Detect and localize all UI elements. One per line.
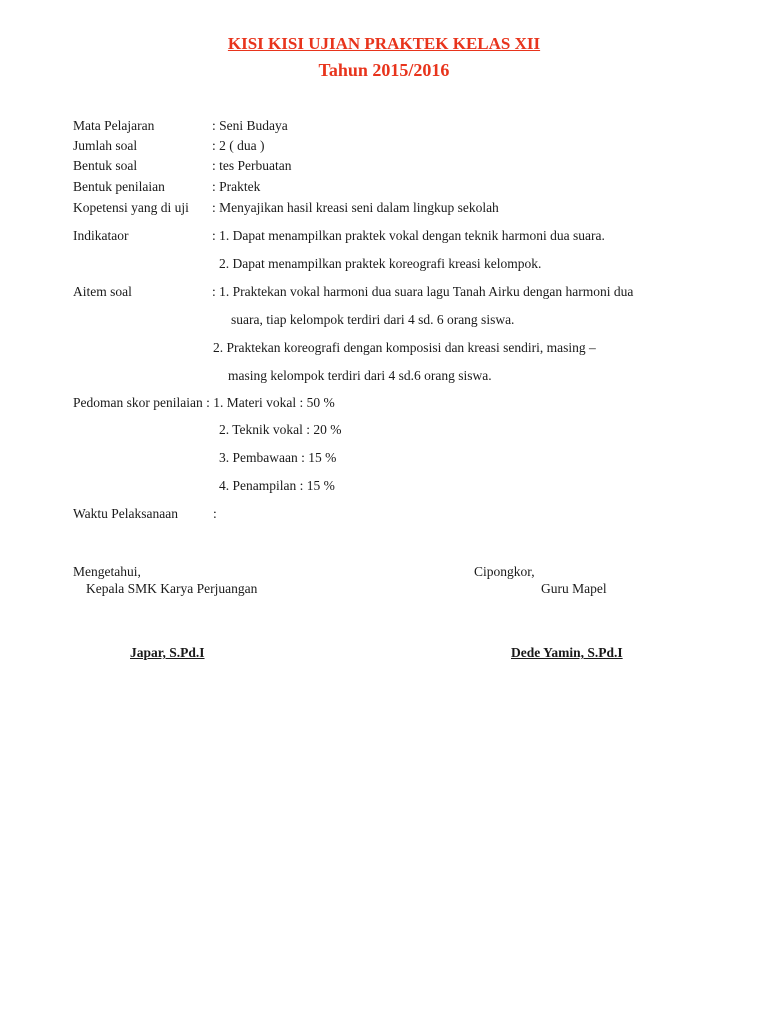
- label-bentuk-penilaian: Bentuk penilaian: [73, 179, 165, 194]
- label-indikator: Indikataor: [73, 228, 129, 243]
- value-bentuk-penilaian: : Praktek: [212, 179, 261, 194]
- signature-left-name: Japar, S.Pd.I: [130, 645, 205, 660]
- signature-right-heading: Cipongkor,: [474, 564, 535, 579]
- pedoman-item-3: 3. Pembawaan : 15 %: [219, 450, 337, 465]
- signature-right-role: Guru Mapel: [541, 581, 607, 596]
- aitem-item1-line-1: : 1. Praktekan vokal harmoni dua suara lagu Tanah Airku dengan harmoni dua: [212, 284, 634, 299]
- value-mata-pelajaran: : Seni Budaya: [212, 118, 288, 133]
- pedoman-line-1: Pedoman skor penilaian : 1. Materi vokal : 50 %: [73, 395, 335, 410]
- pedoman-item-4: 4. Penampilan : 15 %: [219, 478, 335, 493]
- value-waktu-pelaksanaan: :: [213, 506, 217, 521]
- label-mata-pelajaran: Mata Pelajaran: [73, 118, 155, 133]
- aitem-item1-line-2: suara, tiap kelompok terdiri dari 4 sd. 6 orang siswa.: [231, 312, 515, 327]
- value-bentuk-soal: : tes Perbuatan: [212, 158, 292, 173]
- document-title: KISI KISI UJIAN PRAKTEK KELAS XII: [227, 34, 541, 53]
- signature-right-name: Dede Yamin, S.Pd.I: [511, 645, 623, 660]
- label-waktu-pelaksanaan: Waktu Pelaksanaan: [73, 506, 179, 521]
- pedoman-item-2: 2. Teknik vokal : 20 %: [219, 422, 342, 437]
- label-kompetensi: Kopetensi yang di uji: [73, 200, 189, 215]
- label-bentuk-soal: Bentuk soal: [73, 158, 138, 173]
- signature-left-role: Kepala SMK Karya Perjuangan: [86, 581, 258, 596]
- document-year: Tahun 2015/2016: [318, 60, 450, 80]
- value-kompetensi: : Menyajikan hasil kreasi seni dalam lingkup sekolah: [212, 200, 499, 215]
- aitem-item2-line-1: 2. Praktekan koreografi dengan komposisi dan kreasi sendiri, masing –: [213, 340, 596, 355]
- indikator-line-2: 2. Dapat menampilkan praktek koreografi kreasi kelompok.: [219, 256, 542, 271]
- label-aitem-soal: Aitem soal: [73, 284, 132, 299]
- signature-left-heading: Mengetahui,: [73, 564, 141, 579]
- indikator-line-1: : 1. Dapat menampilkan praktek vokal dengan teknik harmoni dua suara.: [212, 228, 605, 243]
- label-jumlah-soal: Jumlah soal: [73, 138, 138, 153]
- value-jumlah-soal: : 2 ( dua ): [212, 138, 265, 153]
- aitem-item2-line-2: masing kelompok terdiri dari 4 sd.6 orang siswa.: [228, 368, 492, 383]
